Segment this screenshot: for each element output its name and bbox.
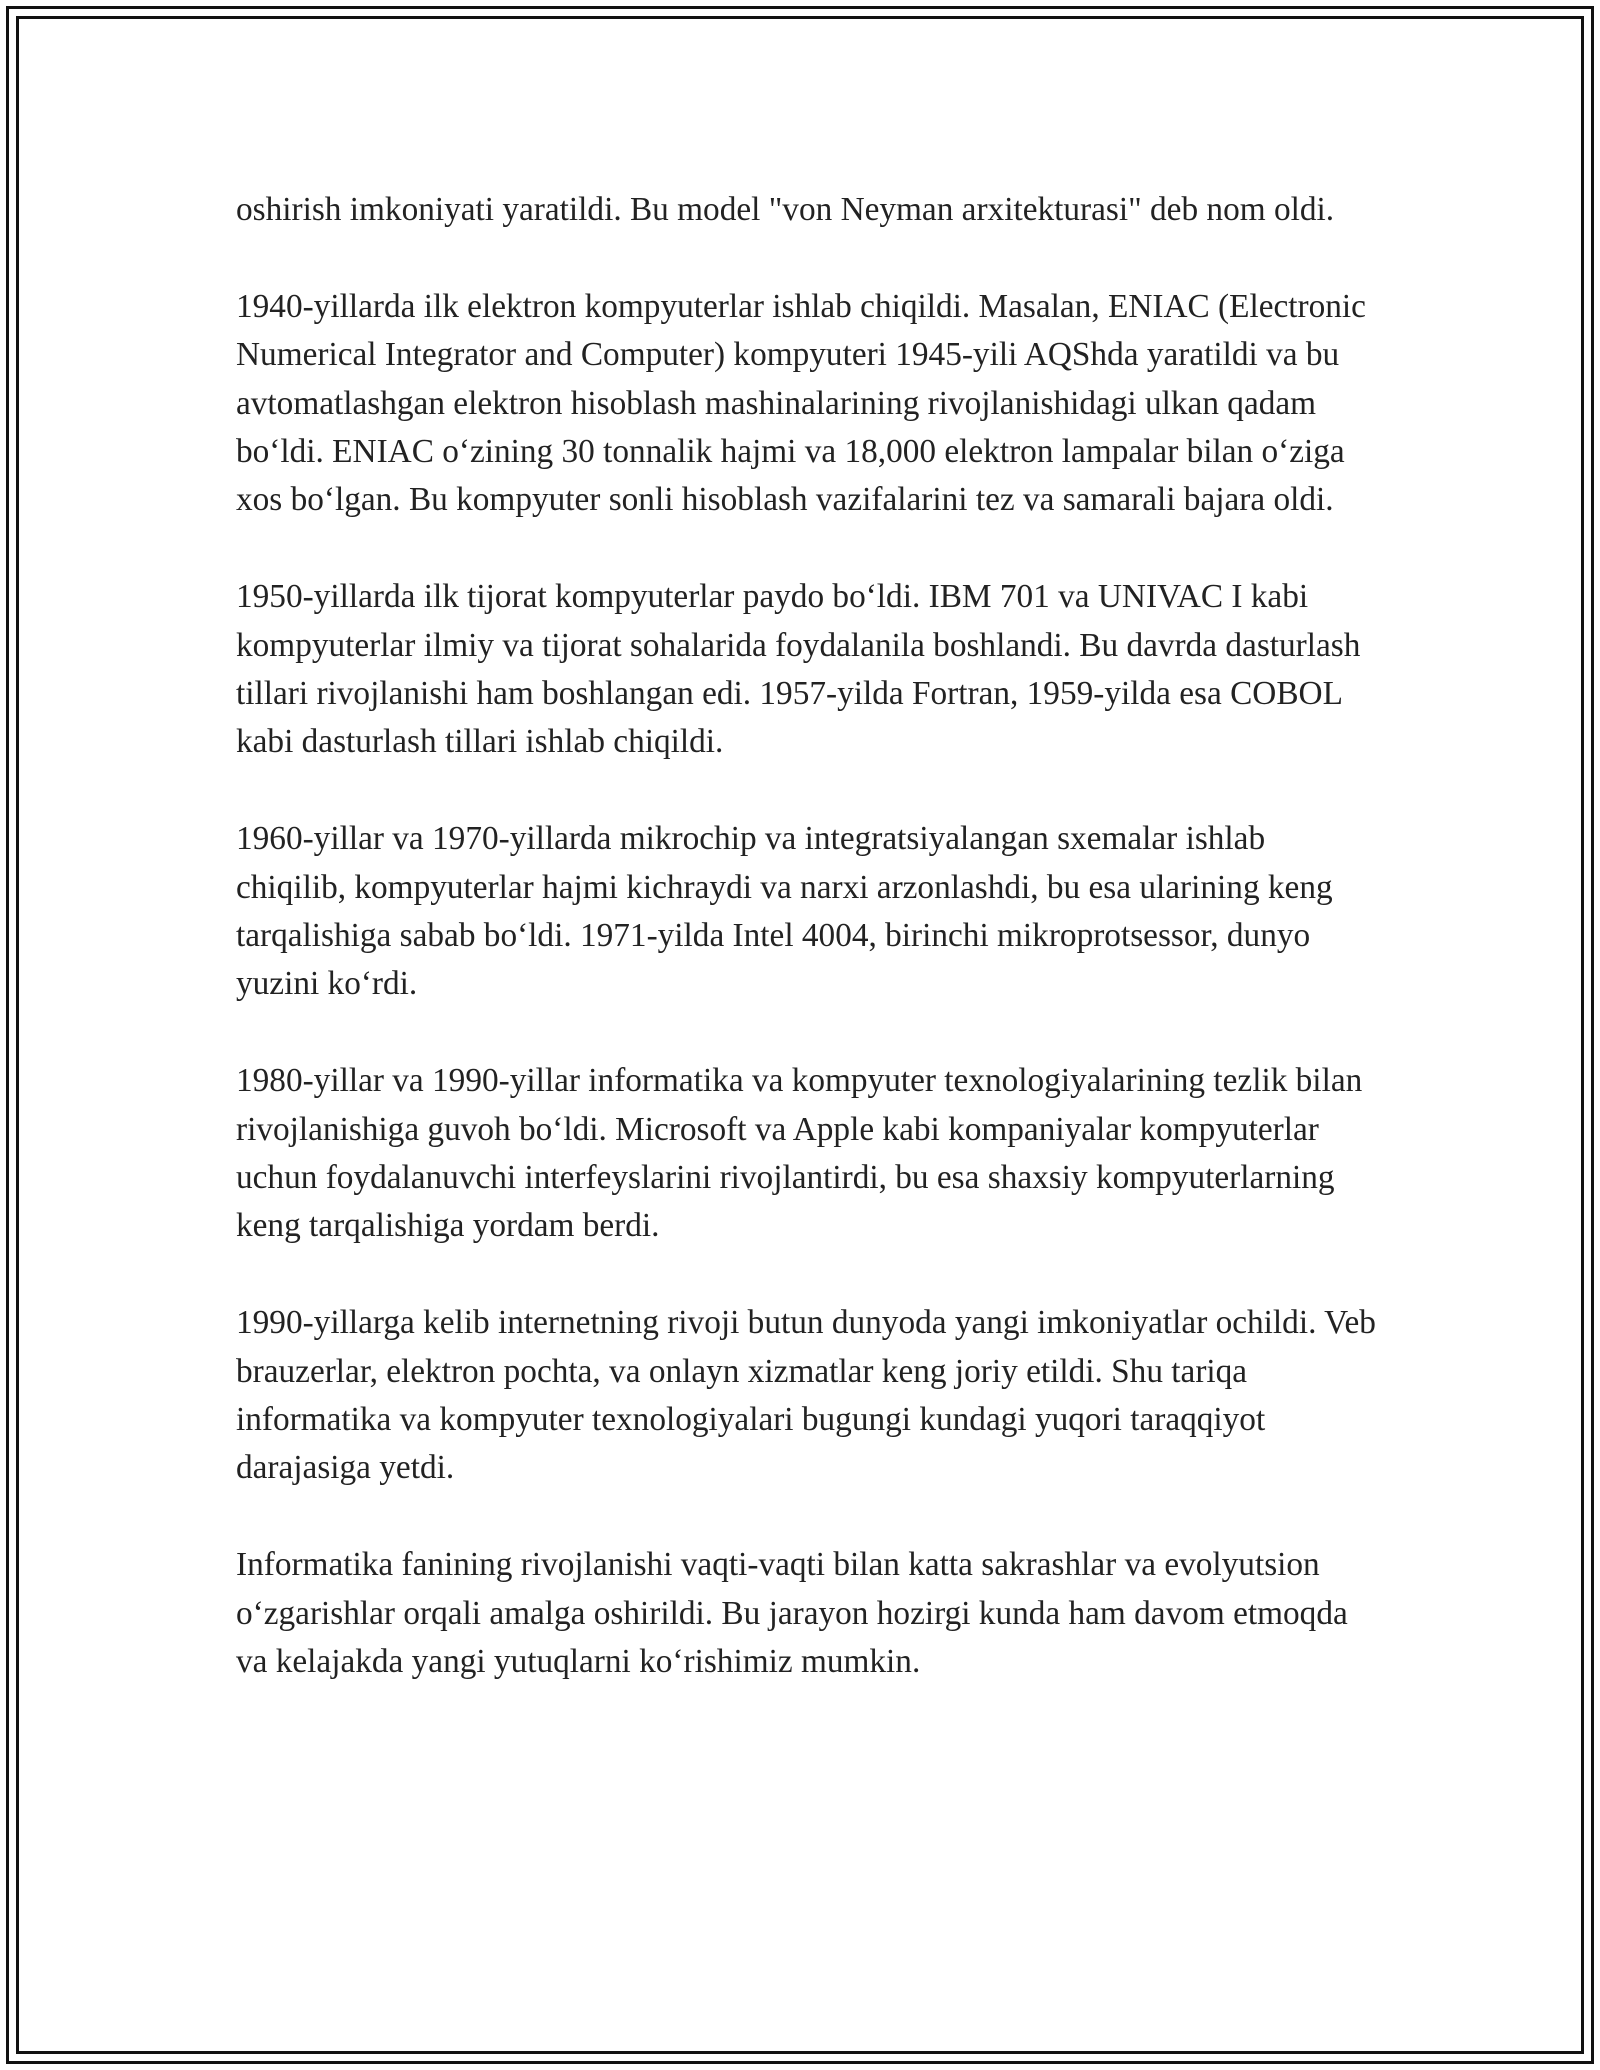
paragraph-von-neumann: oshirish imkoniyati yaratildi. Bu model "von Neyman arxitekturasi" deb nom oldi. (236, 191, 1335, 228)
paragraph-1960s-1970s: 1960-yillar va 1970-yillarda mikrochip va integratsiyalangan sxemalar ishlab chiqilib, kompyuterlar hajmi kichraydi va narxi arzonlashdi, bu esa ularining keng tarqalishiga sabab boʻldi. 1971-yilda Intel 4004, birinchi mikroprotsessor, dunyo yuzini koʻrdi. (236, 820, 1333, 1003)
paragraph-1940s: 1940-yillarda ilk elektron kompyuterlar ishlab chiqildi. Masalan, ENIAC (Electronic Numerical Integrator and Computer) kompyuteri 1945-yili AQShda yaratildi va bu avtomatlashgan elektron hisoblash mashinalarining rivojlanishidagi ulkan qadam boʻldi. ENIAC oʻzining 30 tonnalik hajmi va 18,000 elektron lampalar bilan oʻziga xos boʻlgan. Bu kompyuter sonli hisoblash vazifalarini tez va samarali bajara oldi. (236, 287, 1366, 519)
paragraph-1980s-1990s: 1980-yillar va 1990-yillar informatika va kompyuter texnologiyalarining tezlik bilan rivojlanishiga guvoh boʻldi. Microsoft va Apple kabi kompaniyalar kompyuterlar uchun foydalanuvchi interfeyslarini rivojlantirdi, bu esa shaxsiy kompyuterlarning keng tarqalishiga yordam berdi. (236, 1062, 1363, 1245)
paragraph-conclusion: Informatika fanining rivojlanishi vaqti-vaqti bilan katta sakrashlar va evolyutsion oʻzgarishlar orqali amalga oshirildi. Bu jarayon hozirgi kunda ham davom etmoqda va kelajakda yangi yutuqlarni koʻrishimiz mumkin. (236, 1546, 1348, 1681)
document-body (236, 186, 1376, 1735)
paragraph-1990s-internet: 1990-yillarga kelib internetning rivoji butun dunyoda yangi imkoniyatlar ochildi. Veb brauzerlar, elektron pochta, va onlayn xizmatlar keng joriy etildi. Shu tariqa informatika va kompyuter texnologiyalari bugungi kundagi yuqori taraqqiyot darajasiga yetdi. (236, 1304, 1376, 1487)
paragraph-1950s: 1950-yillarda ilk tijorat kompyuterlar paydo boʻldi. IBM 701 va UNIVAC I kabi kompyuterlar ilmiy va tijorat sohalarida foydalanila boshlandi. Bu davrda dasturlash tillari rivojlanishi ham boshlangan edi. 1957-yilda Fortran, 1959-yilda esa COBOL kabi dasturlash tillari ishlab chiqildi. (236, 578, 1361, 761)
